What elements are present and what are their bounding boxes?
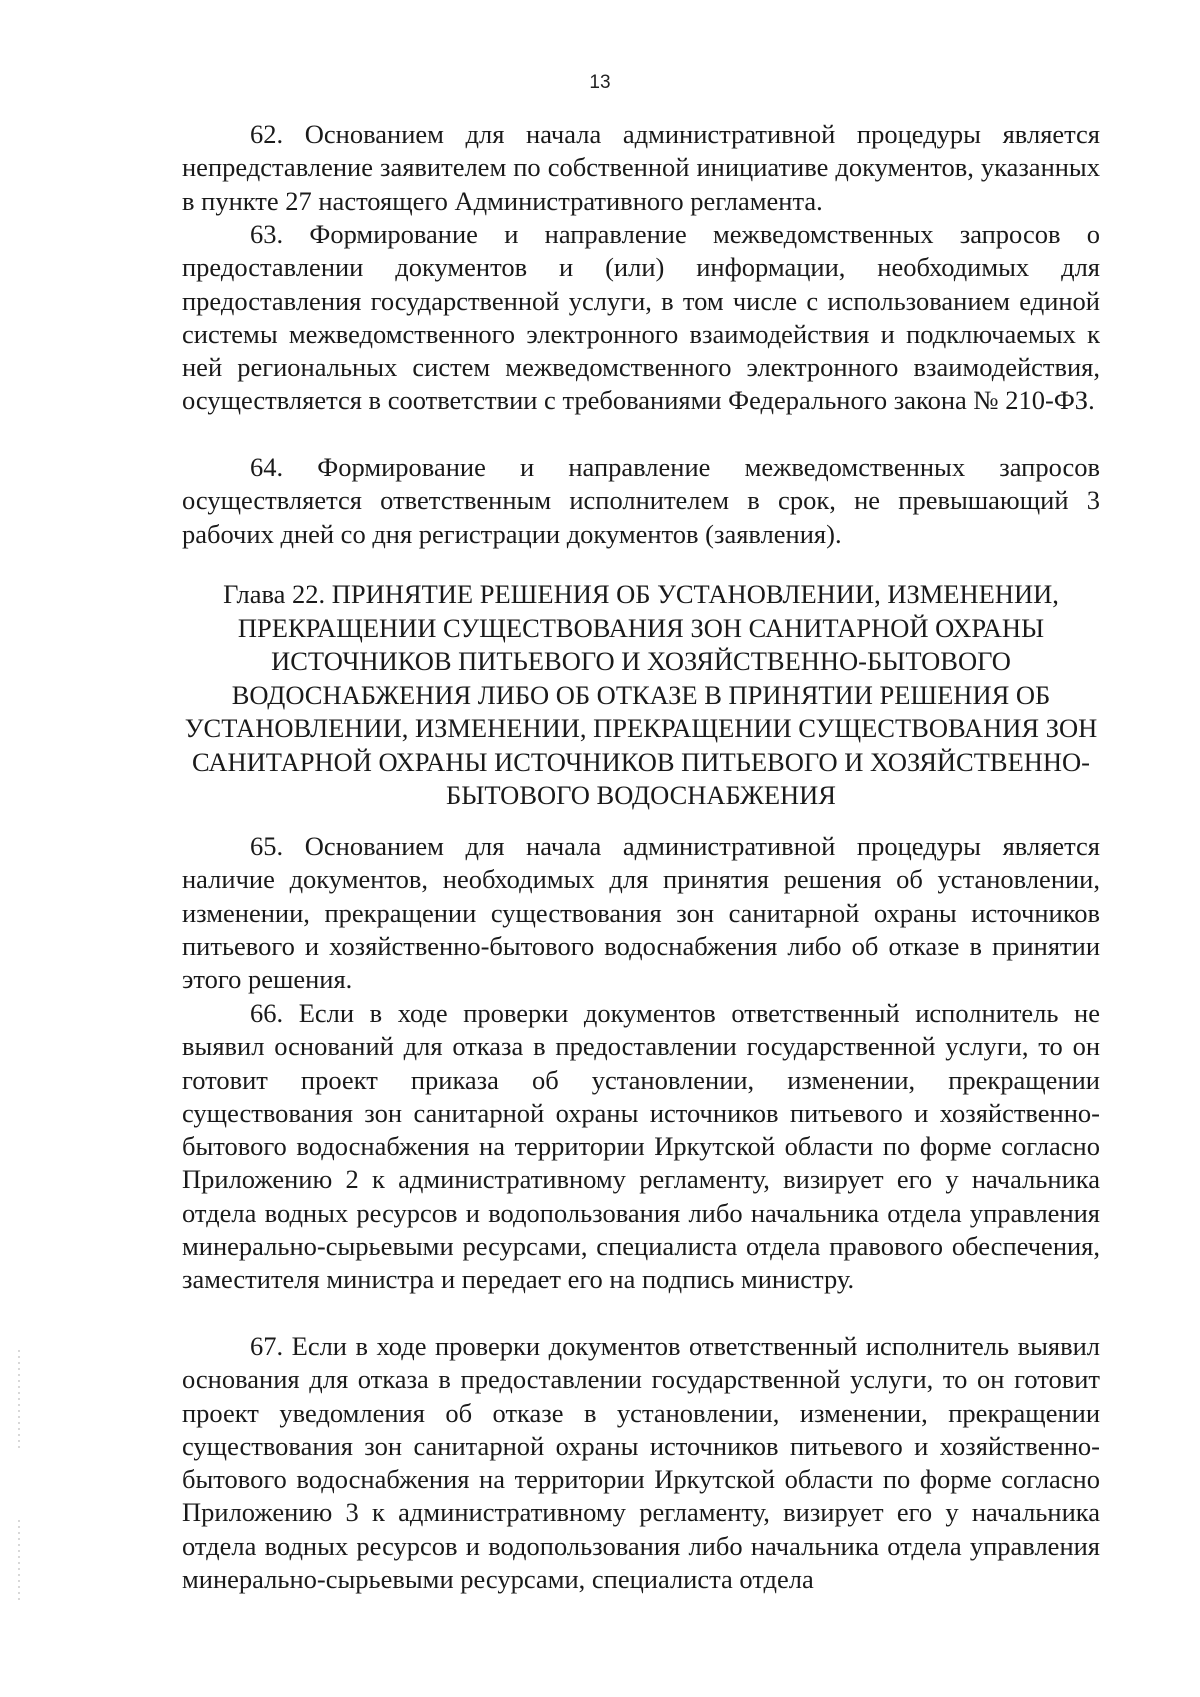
paragraph-66: 66. Если в ходе проверки документов ответственный исполнитель не выявил оснований для отказа в предоставлении государственной услуги, то он готовит проект приказа об установлении, изменении, прекращении существования зон санитарной охраны источников питьевого и хозяйственно-бытового водоснабжения на территории Иркутской области по форме согласно Приложению 2 к административному регламенту, визирует его у начальника отдела водных ресурсов и водопользования либо начальника отдела управления минерально-сырьевыми ресурсами, специалиста отдела правового обеспечения, заместителя министра и передает его на подпись министру. xyxy=(182,998,1100,1295)
paragraph-64: 64. Формирование и направление межведомственных запросов осуществляется ответственным исполнителем в срок, не превышающий 3 рабочих дней со дня регистрации документов (заявления). xyxy=(182,452,1100,549)
scan-margin-mark xyxy=(18,1520,20,1600)
chapter-22-heading: Глава 22. ПРИНЯТИЕ РЕШЕНИЯ ОБ УСТАНОВЛЕНИИ, ИЗМЕНЕНИИ, ПРЕКРАЩЕНИИ СУЩЕСТВОВАНИЯ ЗОН САНИТАРНОЙ ОХРАНЫ ИСТОЧНИКОВ ПИТЬЕВОГО И ХОЗЯЙСТВЕННО-БЫТОВОГО ВОДОСНАБЖЕНИЯ ЛИБО ОБ ОТКАЗЕ В ПРИНЯТИИ РЕШЕНИЯ ОБ УСТАНОВЛЕНИИ, ИЗМЕНЕНИИ, ПРЕКРАЩЕНИИ СУЩЕСТВОВАНИЯ ЗОН САНИТАРНОЙ ОХРАНЫ ИСТОЧНИКОВ ПИТЬЕВОГО И ХОЗЯЙСТВЕННО-БЫТОВОГО ВОДОСНАБЖЕНИЯ xyxy=(184,579,1098,810)
paragraph-65: 65. Основанием для начала административной процедуры является наличие документов, необходимых для принятия решения об установлении, изменении, прекращении существования зон санитарной охраны источников питьевого и хозяйственно-бытового водоснабжения либо об отказе в принятии этого решения. xyxy=(182,831,1100,995)
paragraph-63: 63. Формирование и направление межведомственных запросов о предоставлении документов и (или) информации, необходимых для предоставления государственной услуги, в том числе с использованием единой системы межведомственного электронного взаимодействия и подключаемых к ней региональных систем межведомственного электронного взаимодействия, осуществляется в соответствии с требованиями Федерального закона № 210-ФЗ. xyxy=(182,219,1100,416)
paragraph-62: 62. Основанием для начала административной процедуры является непредставление заявителем по собственной инициативе документов, указанных в пункте 27 настоящего Административного регламента. xyxy=(182,119,1100,216)
paragraph-67: 67. Если в ходе проверки документов ответственный исполнитель выявил основания для отказа в предоставлении государственной услуги, то он готовит проект уведомления об отказе в установлении, изменении, прекращении существования зон санитарной охраны источников питьевого и хозяйственно-бытового водоснабжения на территории Иркутской области по форме согласно Приложению 3 к административному регламенту, визирует его у начальника отдела водных ресурсов и водопользования либо начальника отдела управления минерально-сырьевыми ресурсами, специалиста отдела xyxy=(182,1331,1100,1595)
page-number: 13 xyxy=(589,72,611,93)
scan-margin-mark xyxy=(18,1350,20,1450)
